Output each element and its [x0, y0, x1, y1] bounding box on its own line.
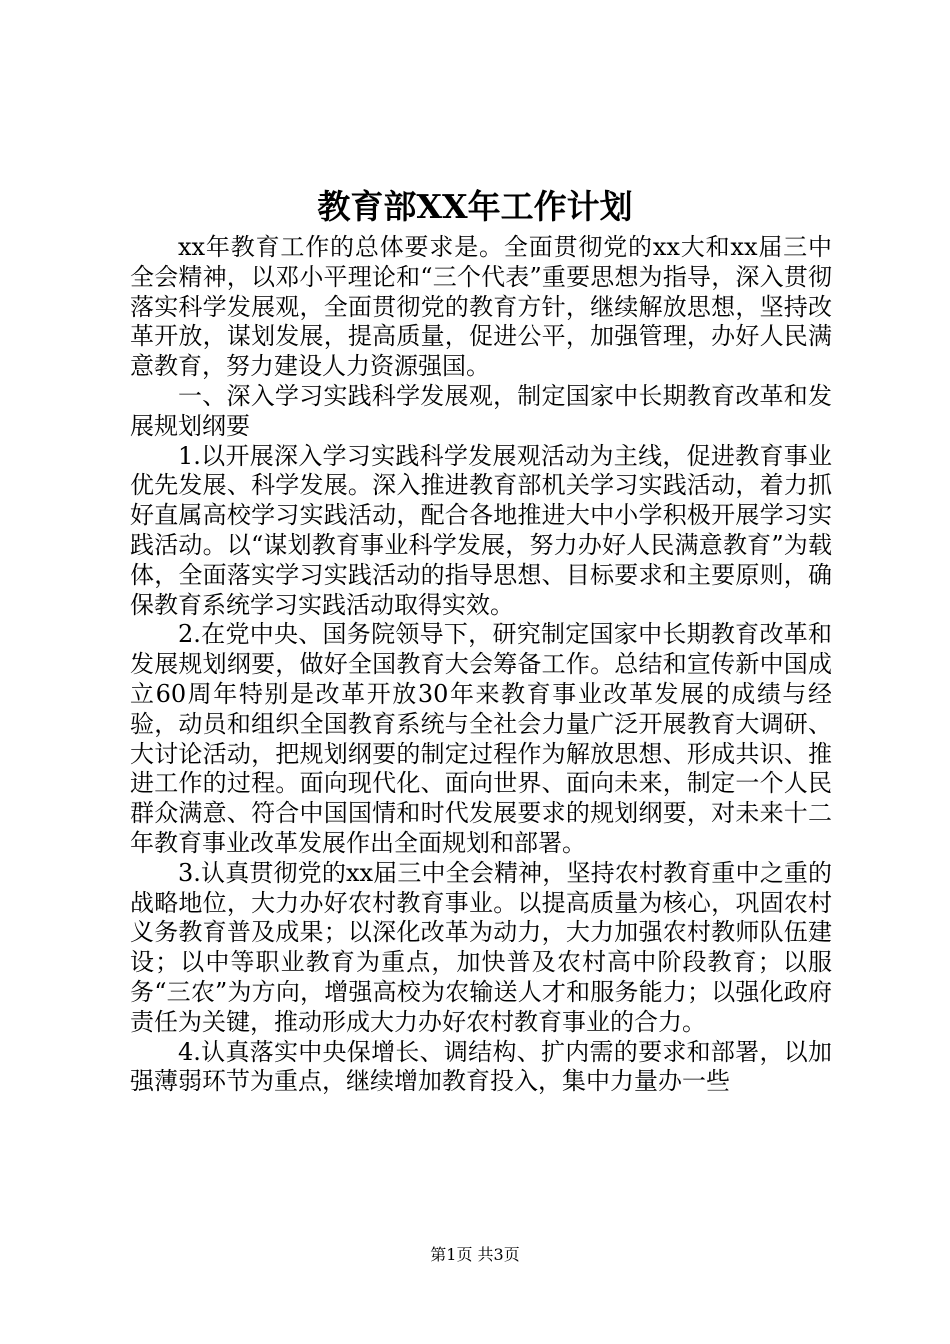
section-heading-1: 一、深入学习实践科学发展观，制定国家中长期教育改革和发展规划纲要: [130, 381, 832, 440]
paragraph-item-2: 2.在党中央、国务院领导下，研究制定国家中长期教育改革和发展规划纲要，做好全国教育大会筹备工作。总结和宣传新中国成立60周年特别是改革开放30年来教育事业改革发展的成绩与经验，动员和组织全国教育系统与全社会力量广泛开展教育大调研、大讨论活动，把规划纲要的制定过程作为解放思想、形成共识、推进工作的过程。面向现代化、面向世界、面向未来，制定一个人民群众满意、符合中国国情和时代发展要求的规划纲要，对未来十二年教育事业改革发展作出全面规划和部署。: [130, 620, 832, 857]
page-number-footer: 第1页 共3页: [430, 1245, 520, 1264]
document-body: [130, 233, 832, 1097]
document-title: 教育部XX年工作计划: [317, 187, 633, 226]
paragraph-intro: xx年教育工作的总体要求是。全面贯彻党的xx大和xx届三中全会精神，以邓小平理论和“三个代表”重要思想为指导，深入贯彻落实科学发展观，全面贯彻党的教育方针，继续解放思想，坚持改革开放，谋划发展，提高质量，促进公平，加强管理，办好人民满意教育，努力建设人力资源强国。: [130, 233, 832, 381]
paragraph-item-4: 4.认真落实中央保增长、调结构、扩内需的要求和部署，以加强薄弱环节为重点，继续增加教育投入，集中力量办一些: [130, 1037, 832, 1096]
paragraph-item-1: 1.以开展深入学习实践科学发展观活动为主线，促进教育事业优先发展、科学发展。深入推进教育部机关学习实践活动，着力抓好直属高校学习实践活动，配合各地推进大中小学积极开展学习实践活动。以“谋划教育事业科学发展，努力办好人民满意教育”为载体，全面落实学习实践活动的指导思想、目标要求和主要原则，确保教育系统学习实践活动取得实效。: [130, 441, 832, 619]
paragraph-item-3: 3.认真贯彻党的xx届三中全会精神，坚持农村教育重中之重的战略地位，大力办好农村教育事业。以提高质量为核心，巩固农村义务教育普及成果；以深化改革为动力，大力加强农村教师队伍建设；以中等职业教育为重点，加快普及农村高中阶段教育；以服务“三农”为方向，增强高校为农输送人才和服务能力；以强化政府责任为关键，推动形成大力办好农村教育事业的合力。: [130, 858, 832, 1036]
